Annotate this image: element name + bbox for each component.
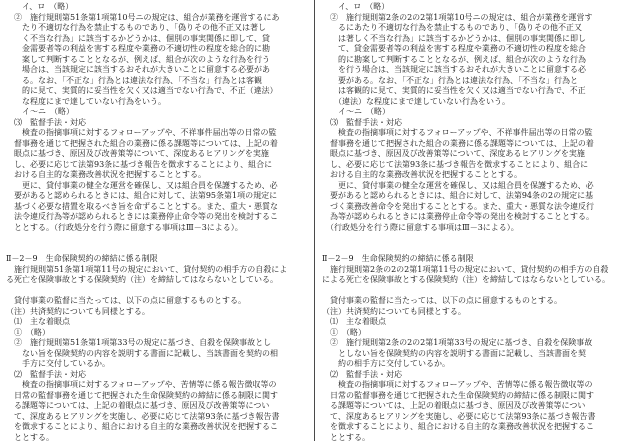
left-text-line: 督事務を通じて把握された組合の業務に係る課題等については、上記の着: [6, 139, 306, 150]
left-text-line: ② 施行規則第51条第1項第33号の規定に基づき、自殺を保険事故とし: [6, 338, 306, 349]
left-text-line: ⑴ 主な着眼点: [6, 317, 306, 328]
right-text-line: 約の相手方に交付しているか。: [322, 359, 622, 370]
blank-line: [6, 233, 306, 244]
left-text-line: 場合は、当該規定に該当するおそれが大きいことに留意する必要があ: [6, 65, 306, 76]
right-text-line: 為等が認められるときには業務停止命令等の発出を検討することとする。: [322, 212, 622, 223]
right-text-line: ⑶ 監督手法・対応: [322, 118, 622, 129]
left-text-line: な程度にまで達していない行為をいう。: [6, 97, 306, 108]
right-text-line: おける自主的な業務改善状況を把握することとする。: [322, 170, 622, 181]
left-text-line: 眼点に基づき、原因及び改善策等について、深度あるヒアリングを実施: [6, 149, 306, 160]
right-text-line: ⑵ 監督手法・対応: [322, 370, 622, 381]
right-text-line: 督事務を通じて把握された組合の業務に係る課題等については、上記の着: [322, 139, 622, 150]
right-text-line: 的に勘案して判断することとなるが、例えば、組合が次のような行為: [322, 55, 622, 66]
right-column-new-text: [322, 2, 622, 443]
blank-line: [322, 244, 622, 255]
right-text-line: 眼点に基づき、原因及び改善策等について、深度あるヒアリングを実施: [322, 149, 622, 160]
right-text-line: ① （略）: [322, 328, 622, 339]
left-text-line: 法令違反行為等が認められるときには業務停止命令等の発出を検討するこ: [6, 212, 306, 223]
left-text-line: 要があると認められるときには、組合に対して、法第95条第1項の規定に: [6, 191, 306, 202]
left-text-line: を徴求することにより、組合における自主的な業務改善状況を把握するこ: [6, 422, 306, 433]
left-text-line: 日常の監督事務を通じて把握された生命保険契約の締結に係る制限に関す: [6, 391, 306, 402]
right-text-line: イ〜ニ （略）: [322, 107, 622, 118]
left-text-line: （注）共済契約についても同様とする。: [6, 307, 306, 318]
left-text-line: Ⅱ－2－9 生命保険契約の締結に係る制限: [6, 254, 306, 265]
right-text-line: は客観的に見て、実質的に妥当性を欠く又は適当でない行為で、不正: [322, 86, 622, 97]
right-text-line: し、必要に応じて法第93条に基づき報告を徴求することにより、組合に: [322, 160, 622, 171]
right-text-line: 貸付事業の監督に当たっては、以下の点に留意するものとする。: [322, 296, 622, 307]
right-text-line: 日常の監督事務を通じて把握された生命保険契約の締結に係る制限に関す: [322, 391, 622, 402]
left-text-line: ととする。（行政処分を行う際に留意する事項はⅢ－3による）。: [6, 223, 306, 234]
left-text-line: 的に見て、実質的に妥当性を欠く又は適当でない行為で、不正（違法）: [6, 86, 306, 97]
right-text-line: るにあたり不適切な行為を禁止するものであり、「偽りその他不正又: [322, 23, 622, 34]
left-text-line: て、深度あるヒアリングを実施し、必要に応じて法第93条に基づき報告書: [6, 412, 306, 423]
left-text-line: く不当な行為」に該当するかどうかは、個別の事実関係に即して、貸: [6, 34, 306, 45]
right-text-line: による死亡を保険事故とする保険契約（注）を締結してはならないとしている。: [322, 275, 622, 286]
left-column-old-text: [6, 2, 306, 443]
left-text-line: たり不適切な行為を禁止するものであり、「偽りその他不正又は著し: [6, 23, 306, 34]
left-text-line: ① （略）: [6, 328, 306, 339]
right-text-line: 施行規則第2条の2の2第1項第11号の規定において、貸付契約の相手方の自殺: [322, 265, 622, 276]
left-text-line: 更に、貸付事業の健全な運営を確保し、又は組合員を保護するため、必: [6, 181, 306, 192]
blank-line: [6, 286, 306, 297]
column-divider: [314, 0, 315, 441]
left-text-line: る課題等については、上記の着眼点に基づき、原因及び改善策等につい: [6, 401, 306, 412]
right-text-line: 要があると認められるときには、組合に対して、法第94条の2の規定に基: [322, 191, 622, 202]
left-text-line: イ〜ニ （略）: [6, 107, 306, 118]
blank-line: [322, 286, 622, 297]
left-text-line: 貸付事業の監督に当たっては、以下の点に留意するものとする。: [6, 296, 306, 307]
left-text-line: ⑶ 監督手法・対応: [6, 118, 306, 129]
right-text-line: 検査の指摘事項に対するフォローアップや、苦情等に係る報告徴収等の: [322, 380, 622, 391]
right-text-line: 要がある。なお、「不正な」行為とは違法な行為、「不当な」行為と: [322, 76, 622, 87]
right-text-line: て、深度あるヒアリングを実施し、必要に応じて法第93条に基づき報告書: [322, 412, 622, 423]
left-text-line: 検査の指摘事項に対するフォローアップや、不祥事件届出等の日常の監: [6, 128, 306, 139]
left-text-line: 施行規則第51条第1項第11号の規定において、貸付契約の相手方の自殺によ: [6, 265, 306, 276]
left-text-line: ととする。: [6, 433, 306, 443]
left-text-line: る。なお、「不正な」行為とは違法な行為、「不当な」行為とは客観: [6, 76, 306, 87]
left-text-line: 検査の指摘事項に対するフォローアップや、苦情等に係る報告徴収等の: [6, 380, 306, 391]
right-text-line: づく業務改善命令を発出することとする。また、重大・悪質な法令違反行: [322, 202, 622, 213]
left-text-line: イ、ロ （略）: [6, 2, 306, 13]
left-text-line: ない旨を保険契約の内容を説明する書面に記載し、当該書面を契約の相: [6, 349, 306, 360]
left-text-line: し、必要に応じて法第93条に基づき報告を徴求することにより、組合に: [6, 160, 306, 171]
right-text-line: （注）共済契約についても同様とする。: [322, 307, 622, 318]
right-text-line: は著しく不当な行為」に該当するかどうかは、個別の事実関係に即し: [322, 34, 622, 45]
left-text-line: 金需要者等の利益を害する程度や業務の不適切性の程度を総合的に勘: [6, 44, 306, 55]
right-text-line: ② 施行規則第2条の2の2第1項第10号ニの規定は、組合が業務を運営す: [322, 13, 622, 24]
left-text-line: おける自主的な業務改善状況を把握することとする。: [6, 170, 306, 181]
left-text-line: ⑵ 監督手法・対応: [6, 370, 306, 381]
right-text-line: を徴求することにより、組合における自主的な業務改善状況を把握するこ: [322, 422, 622, 433]
right-text-line: を行う場合は、当該規定に該当するおそれが大きいことに留意する必: [322, 65, 622, 76]
right-text-line: る課題等については、上記の着眼点に基づき、原因及び改善策等につい: [322, 401, 622, 412]
right-text-line: Ⅱ－2－9 生命保険契約の締結に係る制限: [322, 254, 622, 265]
blank-line: [6, 244, 306, 255]
left-text-line: ② 施行規則第51条第1項第10号ニの規定は、組合が業務を運営するにあ: [6, 13, 306, 24]
left-text-line: る死亡を保険事故とする保険契約（注）を締結してはならないとしている。: [6, 275, 306, 286]
right-text-line: ② 施行規則第2条の2の2第1項第33号の規定に基づき、自殺を保険事故: [322, 338, 622, 349]
right-text-line: （行政処分を行う際に留意する事項はⅢ－3による）。: [322, 223, 622, 234]
blank-line: [322, 233, 622, 244]
right-text-line: ⑴ 主な着眼点: [322, 317, 622, 328]
left-text-line: 案して判断することとなるが、例えば、組合が次のような行為を行う: [6, 55, 306, 66]
right-text-line: ととする。: [322, 433, 622, 443]
right-text-line: （違法）な程度にまで達していない行為をいう。: [322, 97, 622, 108]
right-text-line: て、貸金需要者等の利益を害する程度や業務の不適切性の程度を総合: [322, 44, 622, 55]
right-text-line: イ、ロ （略）: [322, 2, 622, 13]
right-text-line: 検査の指摘事項に対するフォローアップや、不祥事件届出等の日常の監: [322, 128, 622, 139]
right-text-line: としない旨を保険契約の内容を説明する書面に記載し、当該書面を契: [322, 349, 622, 360]
left-text-line: 基づく必要な措置を取るべき旨を命ずることとする。また、重大・悪質な: [6, 202, 306, 213]
left-text-line: 手方に交付しているか。: [6, 359, 306, 370]
right-text-line: 更に、貸付事業の健全な運営を確保し、又は組合員を保護するため、必: [322, 181, 622, 192]
